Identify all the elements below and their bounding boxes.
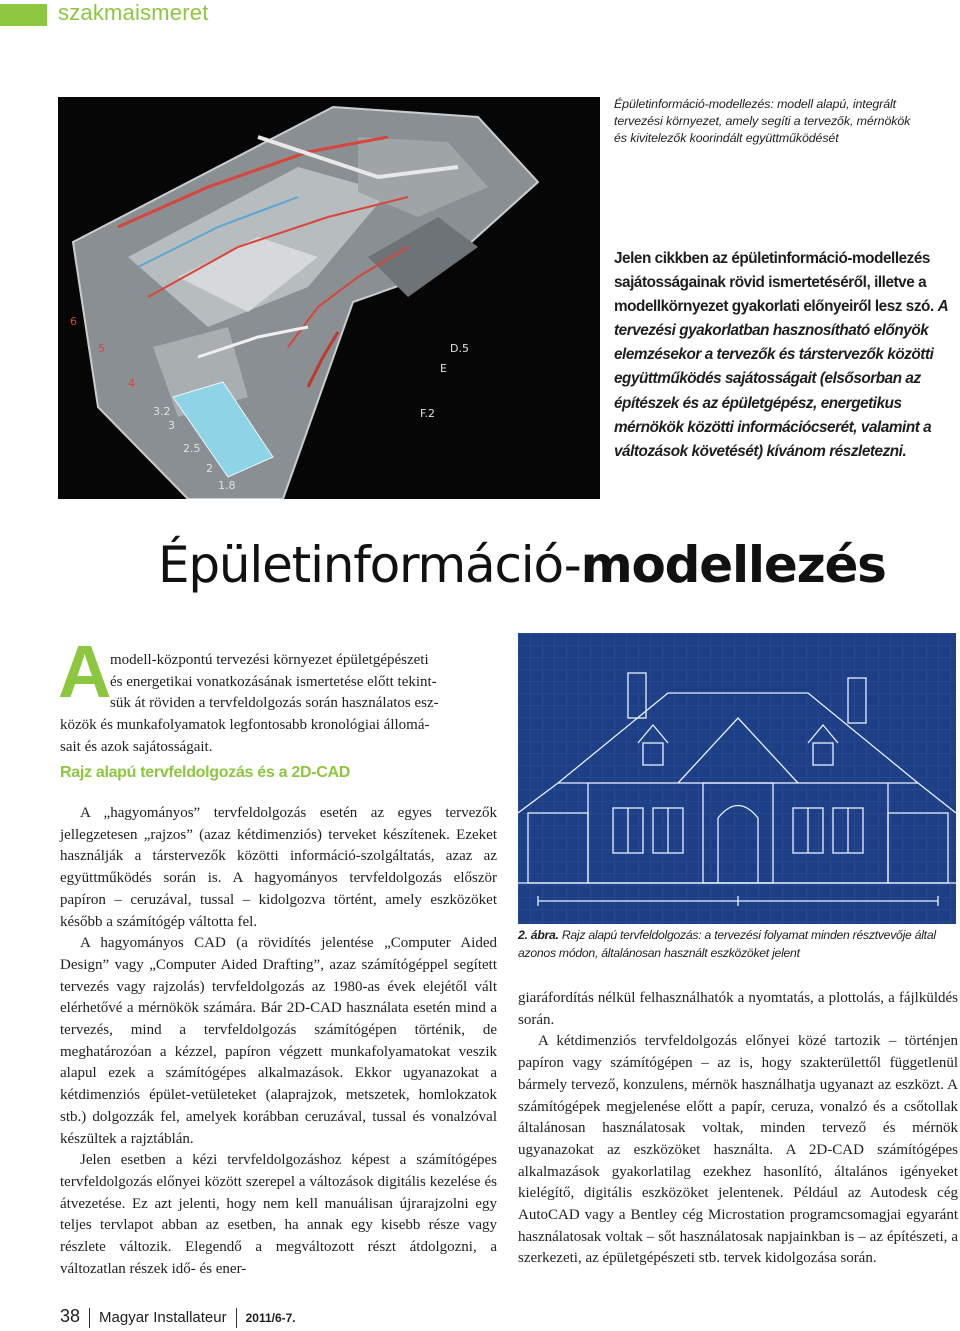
paragraph: A „hagyományos” tervfeldolgozás esetén az egyes tervezők jellegzetesen „rajzos” (azaz kétdimenziós) terveket készítenek. Ezeket használják a társtervezők közötti információ-szolgáltatás, azaz az együttműködés során is. A hagyományos tervfeldolgozás először papíron – ceruzával, tussal – kidolgozva történt, amely eszközöket később a számítógép váltotta fel.	[60, 805, 497, 930]
footer-divider	[89, 1308, 90, 1328]
paragraph: A kétdimenziós tervfeldolgozás előnyei közé tartozik – történjen papíron vagy számítógépen – az is, hogy szakterülettől függetlenül bármely tervező, konzulens, mérnök használhatja ugyanazt az eszközt. A számítógépek megjelenése előtt a papír, ceruza, vonalzó és a csőtollak általánosan használatosak voltak, minden tervező és mérnök ugyanazokat az eszközöket használta. A 2D-CAD számítógépes alkalmazások gyakorlatilag ezekhez hasonlító, általános igényeket kielégítő, digitális eszközöket jelentenek. Például az Autodesk cég AutoCAD vagy a Bentley cég Microstation programcsomagjai egyaránt használatosak voltak – sőt használatosak napjainkban is – az építészeti, a szerkezeti, az épületgépészeti stb. tervek kidolgozása során.	[518, 1033, 958, 1267]
grid-label: 4	[128, 377, 135, 390]
lead-part-2: A tervezési gyakorlatban hasznosítható előnyök elemzésekor a tervezők és társtervezők közötti együttműködés sajátosságait (elsősorban az építészek és az épületgépész, energetikus mérnökök közötti információcserét, valamint a változások követését) kívánom részletezni.	[614, 298, 948, 460]
intro-line: modell-központú tervezési környezet épületgépészeti	[110, 652, 429, 668]
page-number: 38	[60, 1306, 81, 1326]
paragraph: A hagyományos CAD (a rövidítés jelentése „Computer Aided Design” vagy „Computer Aided Drafting”, azaz számítógéppel segített tervezés vagy rajzolás) tervfeldolgozás az 1980-as évek elejétől vált elérhetővé a mérnökök számára. Bár 2D-CAD használata esetén mind a tervezés, mind a tervfeldolgozás számítógépen történik, de meghatározóan a kézzel, papíron végzett munkafolyamatokat veszik alapul ezek a számítógépes alkalmazások. Ekkor ugyanazokat a kétdimenziós épület-vetületeket (alaprajzok, metszetek, homlokzatok stb.) dolgozzák fel, amelyek korábban ceruzával, tussal és vonalzóval készültek a rajztáblán.	[60, 935, 497, 1147]
article-subtitle: Épületinformáció-modellezés: modell alapú, integrált tervezési környezet, amely segíti a tervezők, mérnökök és kivitelezők koorindált együttműködését	[614, 97, 911, 146]
title-light: Épületinformáció-	[158, 536, 581, 594]
section-color-block	[0, 4, 47, 26]
magazine-name: Magyar Installateur	[99, 1309, 227, 1326]
paragraph: giaráfordítás nélkül felhasználhatók a nyomtatás, a plottolás, a fájlküldés során.	[518, 990, 958, 1028]
grid-label: D.5	[450, 342, 469, 355]
grid-label: 2.5	[183, 442, 201, 455]
house-blueprint-image	[518, 633, 956, 924]
grid-label: 2	[206, 462, 213, 475]
lead-part-1: Jelen cikkben az épületinformáció-modellezés sajátosságainak rövid ismertetéséről, illetve a modellkörnyezet gyakorlati előnyeiről lesz szó.	[614, 250, 934, 316]
grid-label: 3	[168, 419, 175, 432]
grid-label: 1.8	[218, 479, 236, 492]
article-title	[158, 536, 886, 594]
issue-number: 2011/6-7.	[245, 1311, 296, 1325]
paragraph: Jelen esetben a kézi tervfeldolgozáshoz képest a számítógépes tervfeldolgozás előnyei között szerepel a változások digitális kezelése és átvezetése. Ez azt jelenti, hogy nem kell manuálisan újrarajzolni egy teljes tervlapot abban az esetben, ha annak egy kisebb része vagy részlete változik. Elegendő a megváltozott részt átdolgozni, a változatlan részek idő- és ener-	[60, 1152, 497, 1277]
right-column	[518, 988, 958, 1270]
grid-label: 6	[70, 315, 77, 328]
footer-divider	[236, 1308, 237, 1328]
grid-label: 3.2	[153, 405, 171, 418]
caption-text: Rajz alapú tervfeldolgozás: a tervezési folyamat minden résztvevője által azonos módon, általánosan használt eszközöket jelent	[518, 928, 936, 960]
drop-cap: A	[58, 630, 112, 713]
intro-line: sük át röviden a tervfeldolgozás során használatos esz-	[110, 695, 439, 712]
page-footer	[60, 1306, 296, 1328]
article-lead	[614, 247, 960, 464]
intro-line: és energetikai vonatkozásának ismertetése előtt tekint-	[110, 673, 437, 690]
figure-caption	[518, 927, 958, 963]
title-bold: modellezés	[580, 536, 886, 594]
blueprint-figure	[518, 633, 956, 924]
intro-line: közök és munkafolyamatok legfontosabb kronológiai állomá-	[60, 717, 430, 734]
grid-label: 5	[98, 342, 105, 355]
intro-paragraph	[60, 650, 498, 760]
left-column	[60, 803, 497, 1280]
section-heading: Rajz alapú tervfeldolgozás és a 2D-CAD	[60, 764, 351, 781]
caption-label: 2. ábra.	[518, 928, 559, 942]
grid-label: F.2	[420, 407, 436, 420]
intro-line: sait és azok sajátosságait.	[60, 738, 213, 755]
grid-label: E	[440, 362, 447, 375]
bim-model-figure	[58, 97, 600, 499]
section-label: szakmaismeret	[58, 0, 209, 25]
3d-building-model-image	[58, 97, 600, 499]
